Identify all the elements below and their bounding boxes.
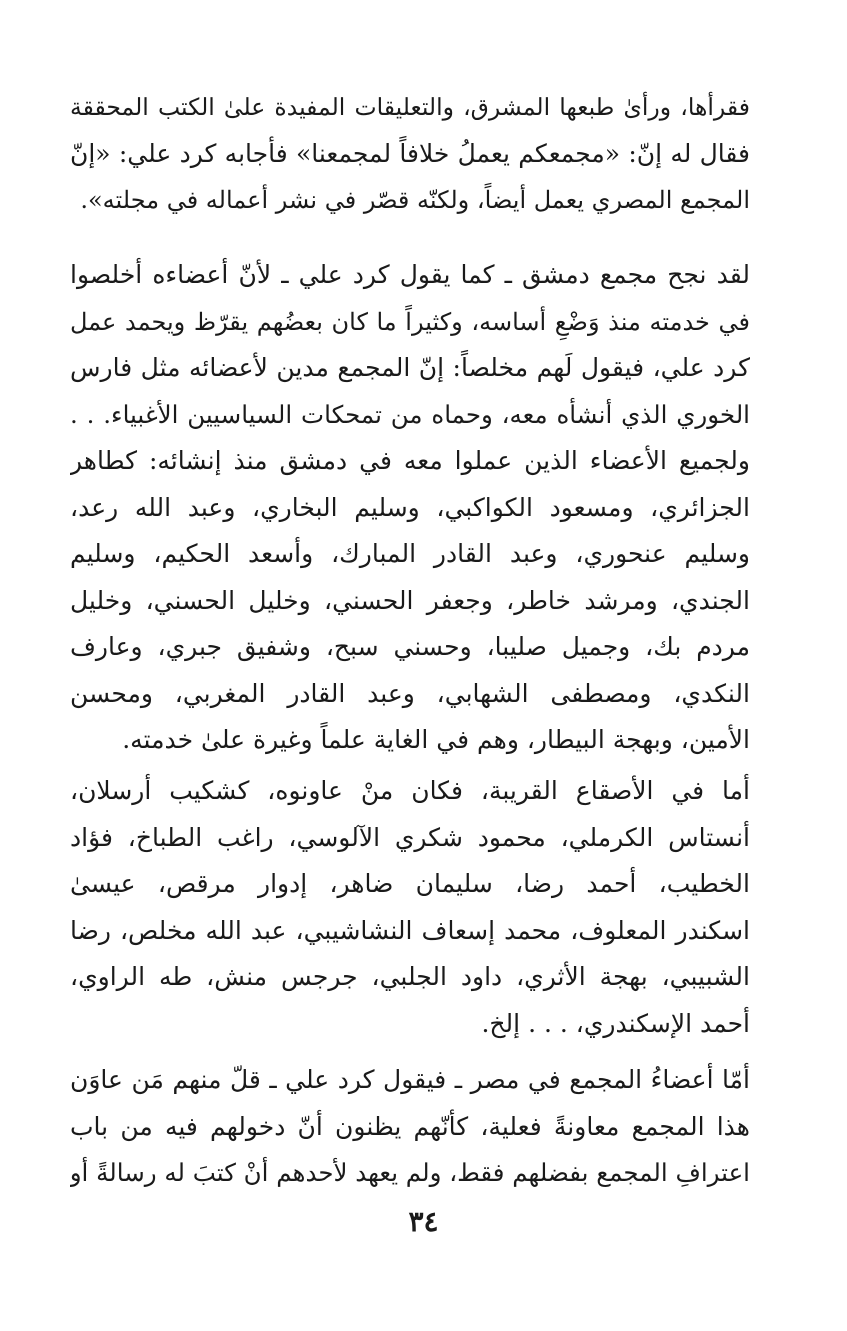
text-line: أما في الأصقاع القريبة، فكان منْ عاونوه، كشكيب أرسلان،	[70, 776, 750, 805]
text-line: في خدمته منذ وَضْعِ أساسه، وكثيراً ما كان بعضُهم يقرّظ ويحمد عمل	[70, 307, 750, 336]
text-line: الشبيبي، بهجة الأثري، داود الجلبي، جرجس منش، طه الراوي،	[70, 962, 750, 991]
paragraph-4	[70, 1057, 750, 1197]
text-line: الجندي، ومرشد خاطر، وجعفر الحسني، وخليل الحسني، وخليل	[70, 585, 750, 615]
text-line: مردم بك، وجميل صليبا، وحسني سبح، وشفيق جبري، وعارف	[70, 632, 750, 661]
text-line: الخطيب، أحمد رضا، سليمان ضاهر، إدوار مرقص، عيسىٰ	[70, 869, 750, 898]
text-line: الجزائري، ومسعود الكواكبي، وسليم البخاري، وعبد الله رعد،	[70, 492, 750, 522]
text-line: فقرأها، ورأىٰ طبعها المشرق، والتعليقات المفيدة علىٰ الكتب المحققة	[70, 93, 750, 121]
text-line: النكدي، ومصطفى الشهابي، وعبد القادر المغربي، ومحسن	[70, 678, 750, 708]
text-line: الأمين، وبهجة البيطار، وهم في الغاية علماً وغيرة علىٰ خدمته.	[122, 725, 750, 754]
paragraph-2	[70, 252, 750, 764]
text-line: أحمد الإسكندري، . . . إلخ.	[481, 1008, 750, 1038]
page-number: ٣٤	[408, 1205, 439, 1238]
text-line: اعترافِ المجمع بفضلهم فقط، ولم يعهد لأحدهم أنْ كتبَ له رسالةً أو	[70, 1158, 750, 1187]
text-line: أنستاس الكرملي، محمود شكري الآلوسي، راغب الطباخ، فؤاد	[70, 822, 750, 852]
text-line: ولجميع الأعضاء الذين عملوا معه في دمشق منذ إنشائه: كطاهر	[70, 446, 750, 475]
text-line: وسليم عنحوري، وعبد القادر المبارك، وأسعد الحكيم، وسليم	[70, 539, 750, 568]
text-line: هذا المجمع معاونةً فعلية، كأنّهم يظنون أنّ دخولهم فيه من باب	[70, 1111, 750, 1141]
text-line: أمّا أعضاءُ المجمع في مصر ـ فيقول كرد علي ـ قلّ منهم مَن عاوَن	[70, 1065, 750, 1094]
text-line: اسكندر المعلوف، محمد إسعاف النشاشيبي، عبد الله مخلص، رضا	[70, 915, 750, 945]
paragraph-1	[70, 84, 750, 224]
text-line: لقد نجح مجمع دمشق ـ كما يقول كرد علي ـ لأنّ أعضاءه أخلصوا	[70, 260, 750, 289]
paragraph-3	[70, 768, 750, 1047]
text-line: كرد علي، فيقول لَهم مخلصاً: إنّ المجمع مدين لأعضائه مثل فارس	[70, 353, 750, 382]
text-line: فقال له إنّ: «مجمعكم يعملُ خلافاً لمجمعنا» فأجابه كرد علي: «إنّ	[70, 138, 750, 168]
text-line: المجمع المصري يعمل أيضاً، ولكنّه قصّر في نشر أعماله في مجلته».	[80, 186, 750, 214]
text-line: الخوري الذي أنشأه معه، وحماه من تمحكات السياسيين الأغبياء. . .	[70, 399, 750, 429]
